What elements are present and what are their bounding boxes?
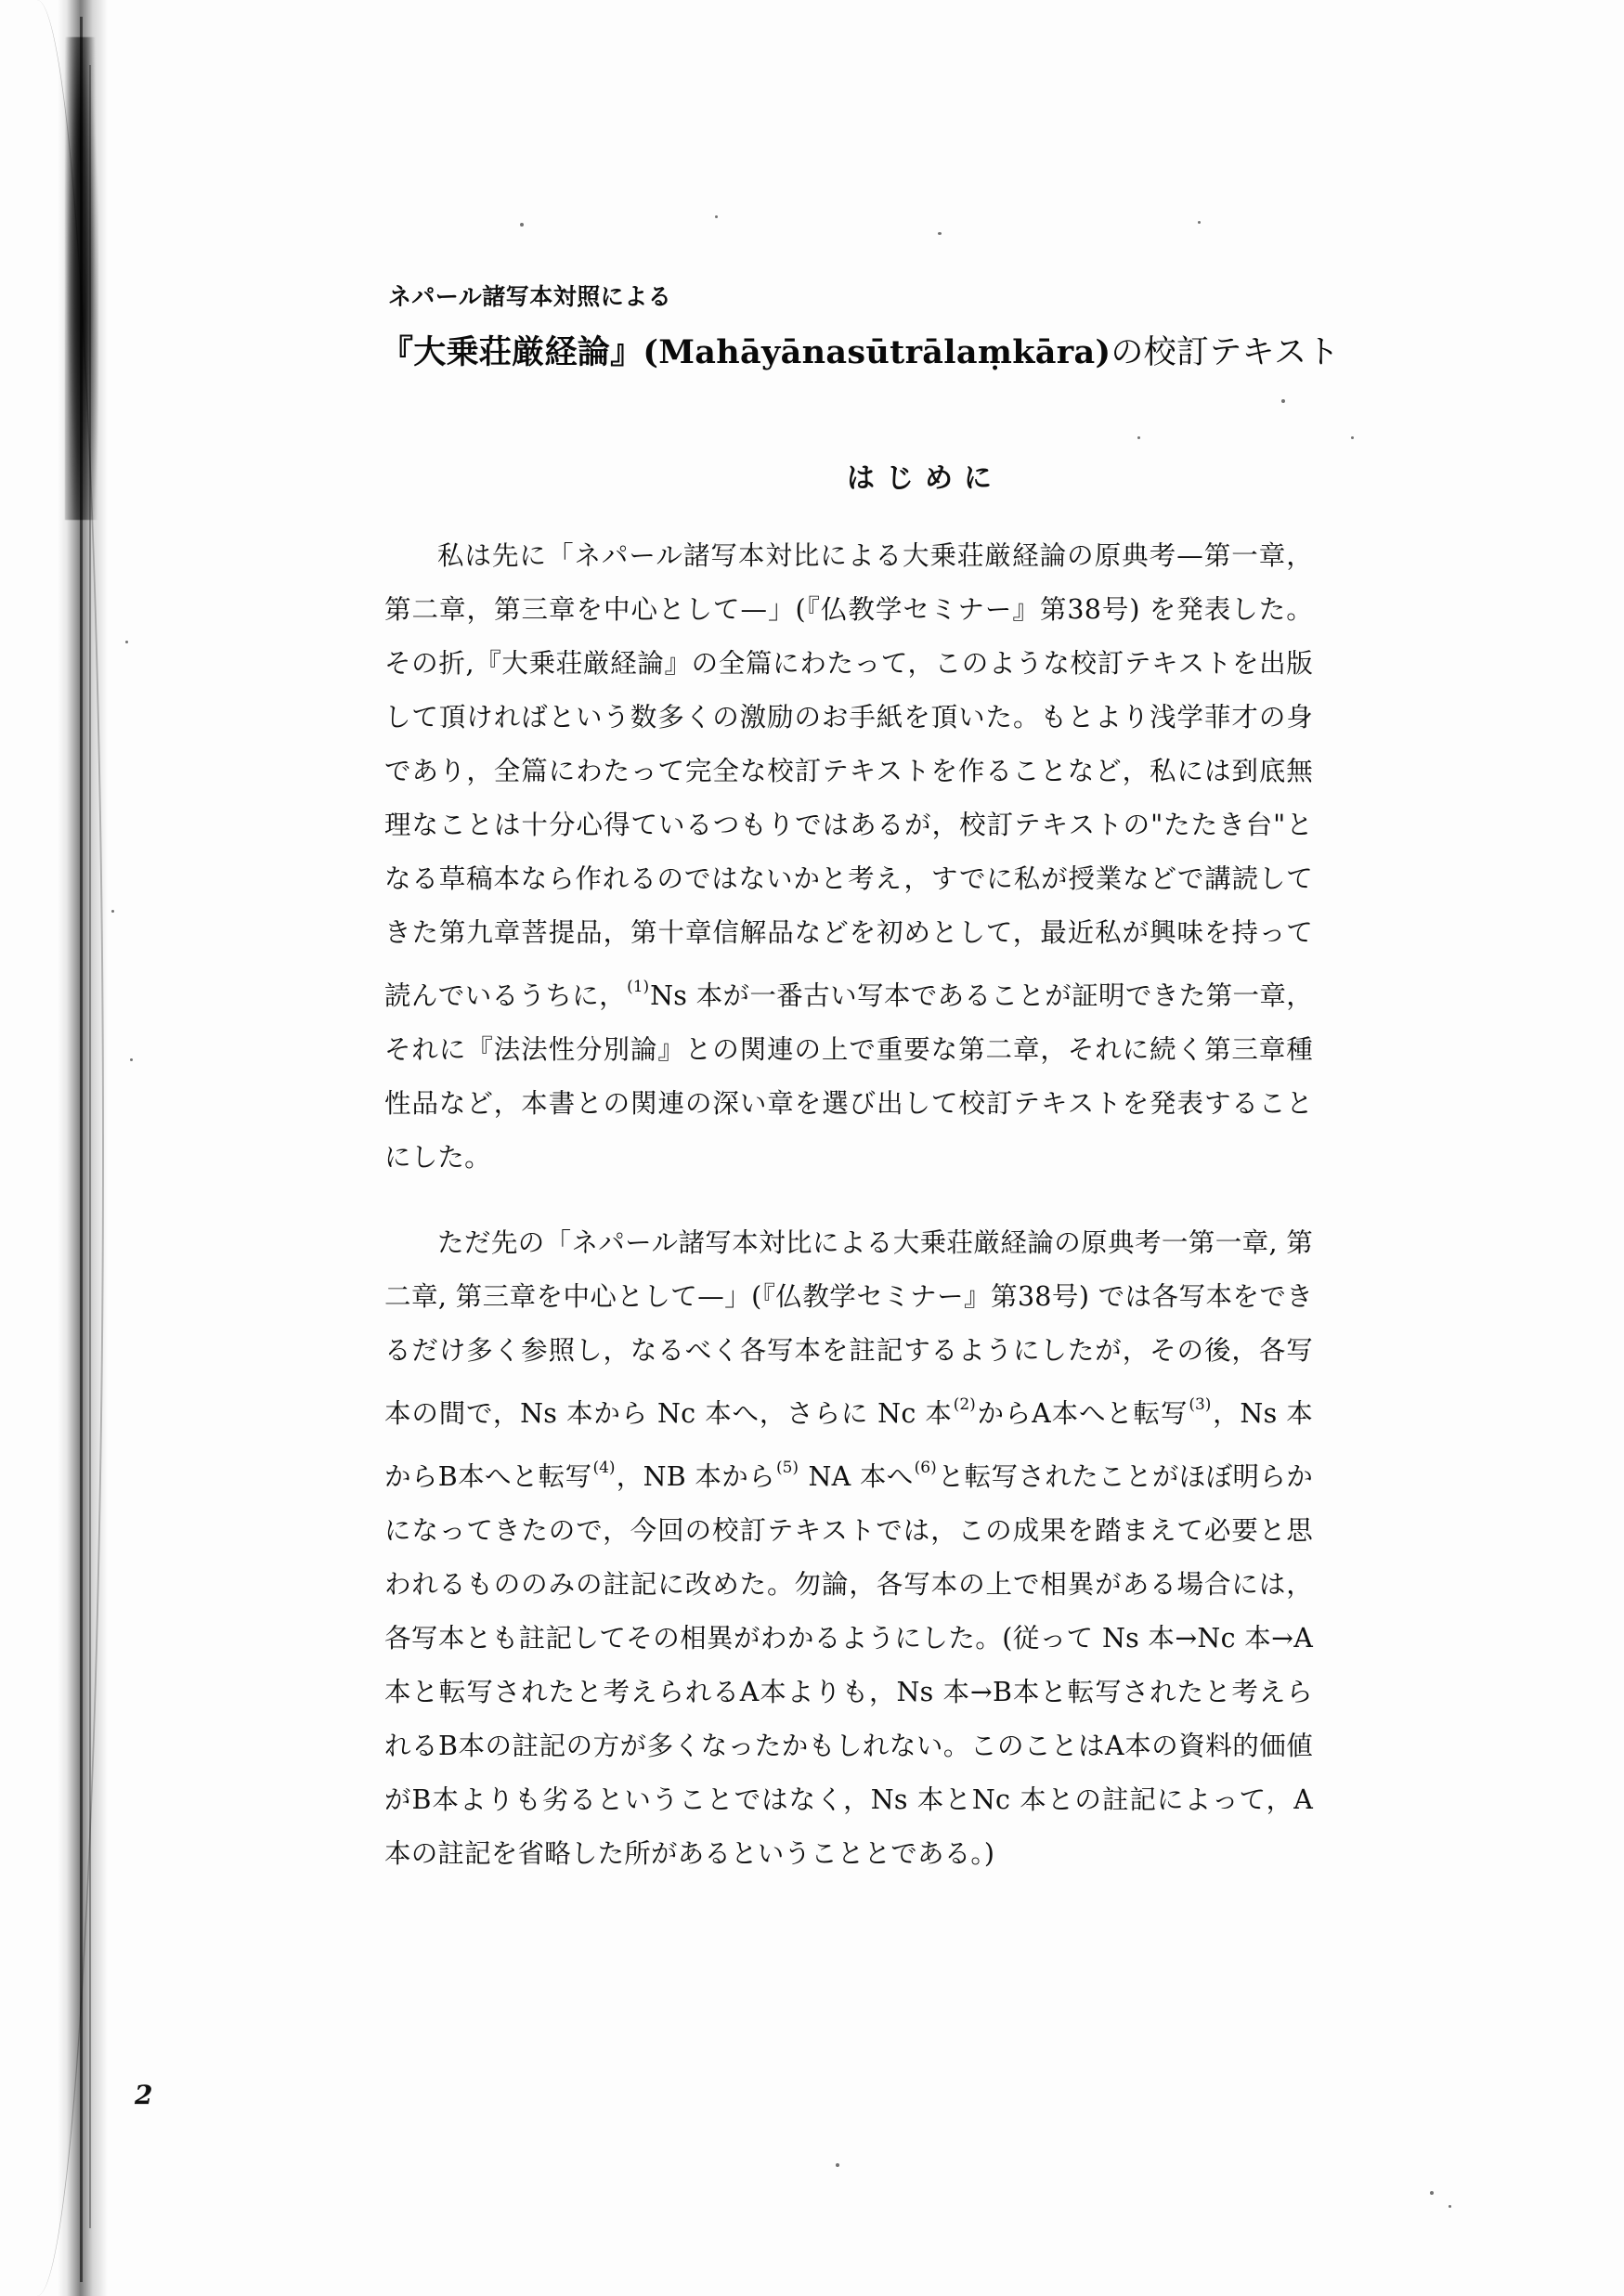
page-content: [135, 0, 1467, 2296]
title-kicker: ネパール諸写本対照による: [388, 283, 672, 310]
title-suffix: の校訂テキスト: [1111, 334, 1340, 371]
title-main-japanese: 『大乗荘厳経論』: [381, 333, 643, 371]
spine-line-primary: [80, 17, 83, 2282]
footnote-marker: (5): [775, 1459, 799, 1477]
page-title: [381, 327, 1340, 373]
footnote-marker: (1): [627, 978, 650, 996]
body-paragraph-1: [384, 529, 1313, 1185]
title-romanized: (Mahāyānasūtrālaṃkāra): [643, 333, 1111, 371]
paragraph-text: ただ先の「ネパール諸写本対比による大乗荘厳経論の原典考一第一章, 第二章, 第三章を中心として—」(『仏教学セミナー』第38号) では各写本をできるだけ多く参照し，なるべく各写本を註記するようにしたが，その後，各写本の間で，Ns 本から Nc 本へ，さらに Nc 本$^{(2)}$からA本へと転写$^{(3)}$，Ns 本からB本へと転写$^{(4)}$，NB 本から$^{(5)}$ NA 本へ$^{(6)}$と転写されたことがほぼ明らかになってきたので，今回の校訂テキストでは，この成果を踏まえて必要と思われるもののみの註記に改めた。勿論，各写本の上で相異がある場合には，各写本とも註記してその相異がわかるようにした。(従って Ns 本→Nc 本→A本と転写されたと考えられるA本よりも，Ns 本→B本と転写されたと考えられるB本の註記の方が多くなったかもしれない。このことはA本の資料的価値がB本よりも劣るということではなく，Ns 本とNc 本との註記によって，A本の註記を省略した所があるということとである。): [384, 1227, 1314, 1869]
footnote-marker: (3): [1189, 1395, 1212, 1414]
footnote-marker: (6): [914, 1459, 937, 1477]
paragraph-text: 私は先に「ネパール諸写本対比による大乗荘厳経論の原典考—第一章，第二章，第三章を中心として—」(『仏教学セミナー』第38号) を発表した。その折,『大乗荘厳経論』の全篇にわたって，このような校訂テキストを出版して頂ければという数多くの激励のお手紙を頂いた。もとより浅学菲才の身であり，全篇にわたって完全な校訂テキストを作ることなど，私には到底無理なことは十分心得ているつもりではあるが，校訂テキストの"たたき台"となる草稿本なら作れるのではないかと考え，すでに私が授業などで講読してきた第九章菩提品，第十章信解品などを初めとして，最近私が興味を持って読んでいるうちに，$^{(1)}$Ns 本が一番古い写本であることが証明できた第一章，それに『法法性分別論』との関連の上で重要な第二章，それに続く第三章種性品など，本書との関連の深い章を選び出して校訂テキストを発表することにした。: [384, 540, 1313, 1173]
footnote-marker: (4): [592, 1459, 616, 1477]
page-number: 2: [135, 2080, 153, 2110]
spine-line-secondary: [89, 65, 91, 2228]
body-paragraph-2: [384, 1216, 1313, 1881]
section-heading: はじめに: [847, 462, 1003, 495]
footnote-marker: (2): [953, 1395, 976, 1414]
